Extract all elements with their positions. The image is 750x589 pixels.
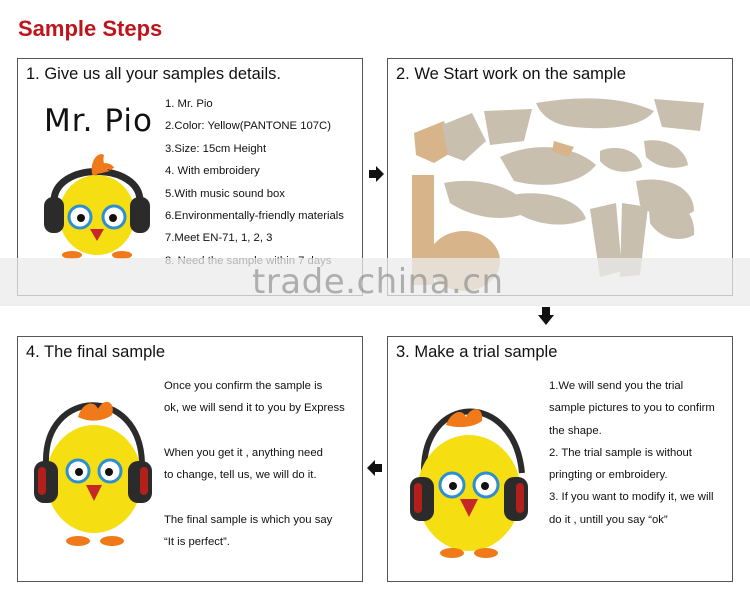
list-item: “It is perfect”. <box>164 536 230 549</box>
list-item: ok, we will send it to you by Express <box>164 402 345 415</box>
plush-chick-trial-photo <box>394 373 544 578</box>
list-item: the shape. <box>549 424 602 437</box>
list-item: Once you confirm the sample is <box>164 380 323 392</box>
chick-cartoon-illustration <box>32 143 162 268</box>
list-item <box>164 424 345 446</box>
list-item: pringting or embroidery. <box>549 469 668 482</box>
list-item: 1.We will send you the trial <box>549 380 684 392</box>
step4-detail-list <box>164 379 345 557</box>
step3-heading: 3. Make a trial sample <box>396 343 558 361</box>
step3-panel <box>387 336 733 582</box>
list-item: 7.Meet EN-71, 1, 2, 3 <box>165 232 273 245</box>
list-item: 1. Mr. Pio <box>165 98 213 110</box>
step4-panel <box>17 336 363 582</box>
brand-name: Mr. Pio <box>44 103 153 139</box>
step4-heading: 4. The final sample <box>26 343 166 361</box>
list-item: sample pictures to you to confirm <box>549 402 715 415</box>
page-title: Sample Steps <box>18 16 163 41</box>
step1-heading: 1. Give us all your samples details. <box>26 65 281 83</box>
step3-detail-list <box>549 379 715 535</box>
list-item: The final sample is which you say <box>164 513 333 526</box>
watermark-text: trade.china.cn <box>252 262 504 302</box>
list-item: When you get it , anything need <box>164 446 323 459</box>
list-item: 5.With music sound box <box>165 187 285 200</box>
list-item: to change, tell us, we will do it. <box>164 469 317 482</box>
step1-detail-list <box>165 97 344 276</box>
step2-heading: 2. We Start work on the sample <box>396 65 626 83</box>
list-item: 2. The trial sample is without <box>549 446 692 459</box>
arrow-left-icon <box>366 459 384 477</box>
arrow-down-icon <box>537 306 555 326</box>
list-item: 6.Environmentally-friendly materials <box>165 209 344 222</box>
list-item: 2.Color: Yellow(PANTONE 107C) <box>165 120 331 133</box>
list-item: 3. If you want to modify it, we will <box>549 491 714 504</box>
arrow-right-icon <box>367 165 385 183</box>
plush-chick-final-photo <box>28 373 158 568</box>
list-item <box>164 490 345 512</box>
list-item: do it , untill you say “ok” <box>549 513 668 526</box>
list-item: 3.Size: 15cm Height <box>165 142 267 155</box>
list-item: 4. With embroidery <box>165 165 260 178</box>
